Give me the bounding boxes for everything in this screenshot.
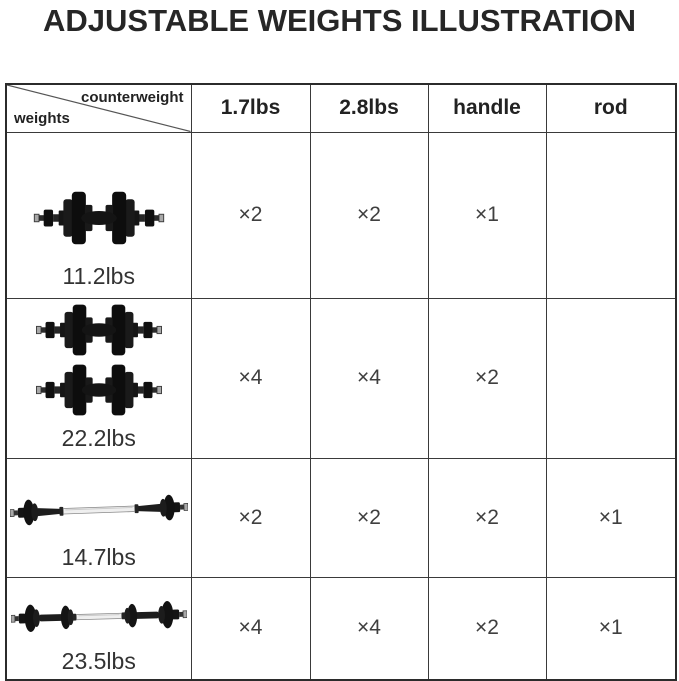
count-cell: ×4 [191,298,310,458]
count-cell: ×2 [428,577,546,680]
column-header-handle: handle [428,84,546,132]
column-header-1-7lbs: 1.7lbs [191,84,310,132]
count-cell: ×2 [428,458,546,577]
count-cell: ×1 [546,458,676,577]
count-cell [546,298,676,458]
dumbbell-single-illustration [33,188,165,248]
dumbbell-pair-illustration [33,301,165,359]
count-cell: ×4 [310,577,428,680]
count-cell: ×1 [428,132,546,298]
count-cell: ×1 [546,577,676,680]
count-cell: ×4 [191,577,310,680]
weight-label: 14.7lbs [61,543,136,570]
column-header-2-8lbs: 2.8lbs [310,84,428,132]
corner-header-cell [6,84,191,132]
count-cell: ×2 [191,132,310,298]
item-cell [6,458,191,577]
count-cell: ×2 [191,458,310,577]
item-cell [6,298,191,458]
corner-weights-label: weights [14,109,70,127]
count-cell [546,132,676,298]
weight-label: 22.2lbs [61,424,136,451]
table-row [6,458,676,577]
header-row [6,84,676,132]
page-title: ADJUSTABLE WEIGHTS ILLUSTRATION [43,3,636,38]
table-row [6,298,676,458]
barbell-loaded-illustration [10,594,188,639]
barbell-illustration [10,490,188,530]
count-cell: ×2 [310,132,428,298]
count-cell: ×4 [310,298,428,458]
column-header-rod: rod [546,84,676,132]
corner-counterweight-label: counterweight [80,89,184,106]
item-cell [6,132,191,298]
weight-label: 23.5lbs [61,647,136,674]
count-cell: ×2 [310,458,428,577]
dumbbell-pair-illustration [33,361,165,419]
count-cell: ×2 [428,298,546,458]
adjustable-weights-table [5,83,677,681]
weight-label: 11.2lbs [62,262,135,289]
table-row [6,577,676,680]
item-cell [6,577,191,680]
table-row [6,132,676,298]
